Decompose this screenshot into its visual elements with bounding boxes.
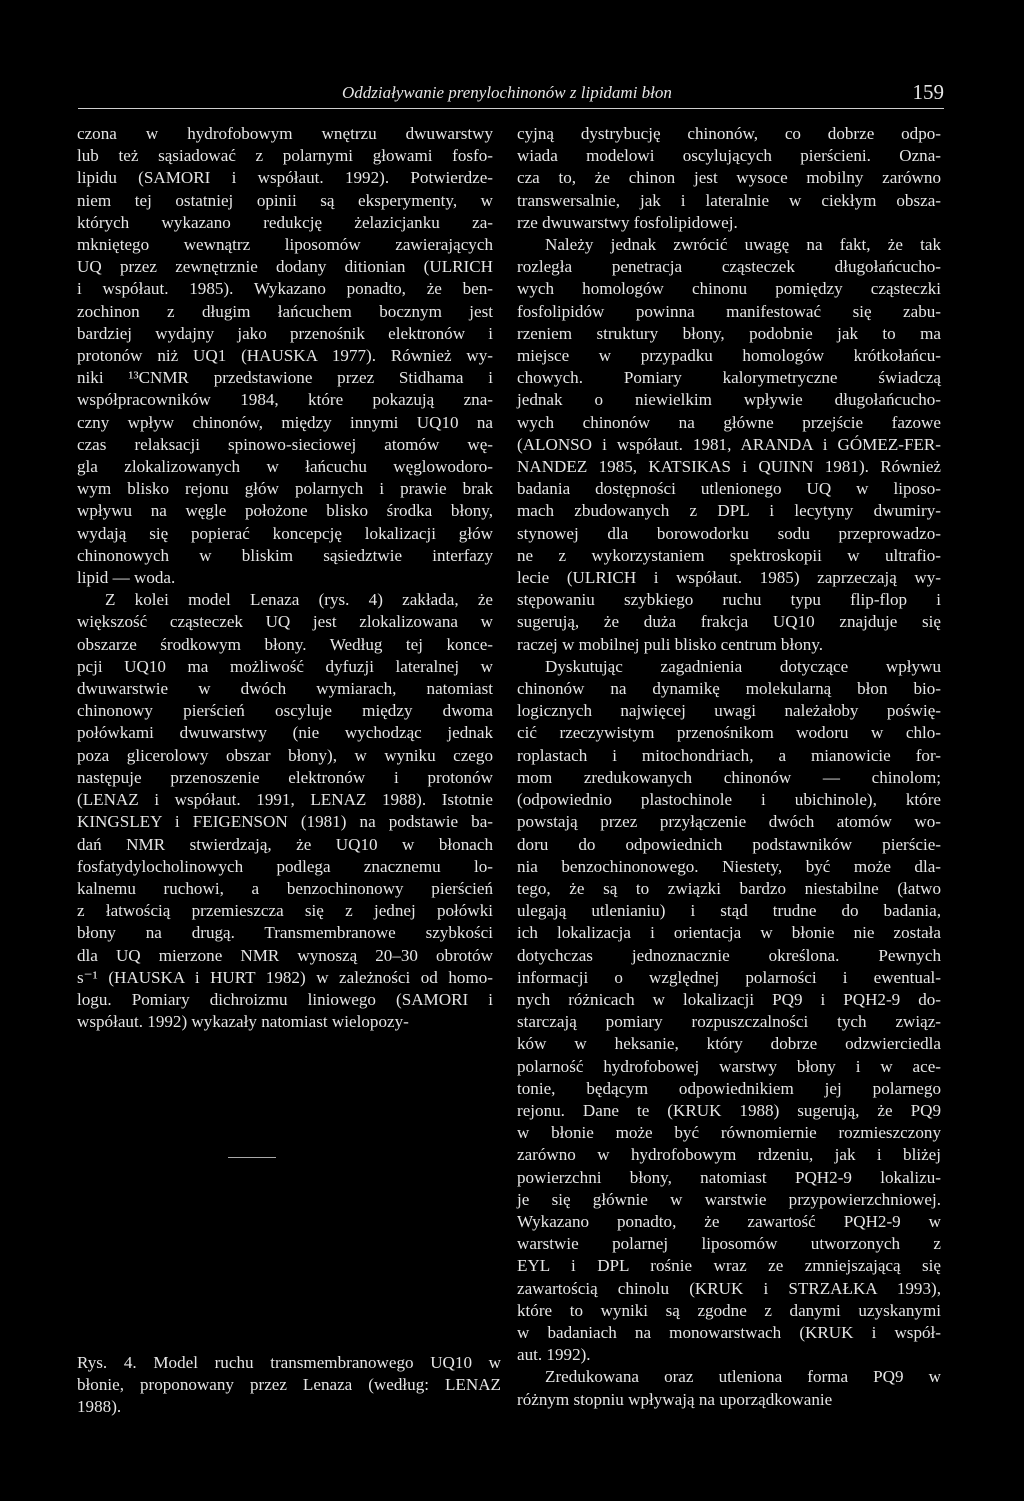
text-line: logu. Pomiary dichroizmu liniowego (SAMORI i [77,989,493,1009]
text-line: obszarze środkowym błony. Według tej konce- [77,634,493,654]
text-line: niem tej ostatniej opinii są eksperymenty, w [77,190,493,210]
text-line: kalnemu ruchowi, a benzochinonowy pierścień [77,878,493,898]
text-line: ulegają utlenianiu) i stąd trudne do badania, [517,901,941,921]
text-line: miejsce w przypadku homologów krótkołańcu- [517,346,941,366]
text-line: dla UQ mierzone NMR wynoszą 20–30 obrotów [77,945,493,965]
text-line: mom zredukowanych chinonów — chinolom; [517,767,941,787]
running-header [78,80,944,108]
text-line: dwuwarstwie w dwóch wymiarach, natomiast [77,679,493,699]
text-line: większość cząsteczek UQ jest zlokalizowana w [77,612,493,632]
text-line: roplastach i mitochondriach, a mianowicie for- [517,745,941,765]
text-line: niki ¹³CNMR przedstawione przez Stidhama i [77,368,493,388]
text-line: dotychczas jednoznacznie określona. Pewnych [517,945,941,965]
running-title: Oddziaływanie prenylochinonów z lipidami błon [342,83,672,102]
text-line: chinonów na dynamikę molekularną błon bio- [517,679,941,699]
text-line: NANDEZ 1985, KATSIKAS i QUINN 1981). Również [517,457,941,477]
text-line: cza to, że chinon jest wysoce mobilny zarówno [517,168,941,188]
text-line: zarówno w hydrofobowym rdzeniu, jak i bliżej [517,1145,941,1165]
text-line: sugerują, że duża frakcja UQ10 znajduje się [517,612,941,632]
text-line: lipid — woda. [77,568,176,588]
text-line: tonie, będącym odpowiednikiem jej polarnego [517,1078,941,1098]
text-line: rze dwuwarstwy fosfolipidowej. [517,212,738,232]
text-line: starczają pomiary rozpuszczalności tych związ- [517,1012,941,1032]
text-line: chinonowy pierścień oscyluje między dwoma [77,701,493,721]
text-line: logicznych najwięcej uwagi należałoby poświę- [517,701,941,721]
text-line: stępowaniu szybkiego ruchu typu flip-flop i [517,590,941,610]
text-line: współpracowników 1984, które pokazują zna- [77,390,493,410]
text-line: nia benzochinonowego. Niestety, być może dla- [517,856,941,876]
text-line: wych homologów chinonu pomiędzy cząsteczki [517,279,941,299]
text-line: doru do odpowiednich podstawników pierście- [517,834,941,854]
text-line: Rys. 4. Model ruchu transmembranowego UQ10 w [77,1353,501,1372]
text-line: powstają przez przyłączenie dwóch atomów wo- [517,812,941,832]
text-line: raczej w mobilnej puli blisko centrum błony. [517,634,824,654]
text-line: Dyskutując zagadnienia dotyczące wpływu [545,656,941,676]
text-line: informacji o względnej polarności i ewentual- [517,967,941,987]
figure-4-placeholder [228,1157,276,1158]
text-line: i współaut. 1985). Wykazano ponadto, że ben- [77,279,493,299]
text-line: 1988). [77,1397,122,1417]
text-line: chinonowych w bliskim sąsiedztwie interfazy [77,545,493,565]
text-line: (odpowiednio plastochinole i ubichinole), które [517,790,941,810]
text-line: (ALONSO i współaut. 1981, ARANDA i GÓMEZ-FER- [517,434,941,454]
text-line: fosfolipidów powinna manifestować się zabu- [517,301,941,321]
text-line: wym blisko rejonu głów polarnych i prawie brak [77,479,493,499]
figure-caption [77,1352,501,1419]
text-line: mach zbudowanych z DPL i lecytyny dwumiry- [517,501,941,521]
left-column [77,123,493,1033]
text-line: rzeniem struktury błony, podobnie jak to ma [517,323,941,343]
text-line: cyjną dystrybucję chinonów, co dobrze odpo- [517,124,941,143]
text-line: ków w heksanie, który dobrze odzwierciedla [517,1034,941,1054]
text-line: bardziej wydajny jako przenośnik elektronów i [77,323,493,343]
text-line: protonów niż UQ1 (HAUSKA 1977). Również wy- [77,346,493,366]
text-line: zochinon z długim łańcuchem bocznym jest [77,301,493,321]
text-line: czas relaksacji spinowo-sieciowej atomów wę- [77,434,493,454]
text-line: błonie, proponowany przez Lenaza (według: LENAZ [77,1375,501,1395]
text-line: wydają się popierać koncepcję lokalizacji głów [77,523,493,543]
text-line: mkniętego wewnątrz liposomów zawierających [77,235,493,255]
text-line: błony na drugą. Transmembranowe szybkości [77,923,493,943]
text-line: fosfatydylocholinowych podlega znacznemu lo- [77,856,493,876]
text-line: gla zlokalizowanych w łańcuchu węglowodoro- [77,457,493,477]
text-line: czona w hydrofobowym wnętrzu dwuwarstwy [77,124,493,143]
header-rule [78,108,944,109]
right-column [517,123,941,1411]
text-line: transwersalnie, jak i lateralnie w ciekłym obsza- [517,190,941,210]
text-line: następuje przenoszenie elektronów i protonów [77,767,493,787]
text-line: UQ przez zewnętrznie dodany ditionian (ULRICH [77,257,493,277]
text-line: poza glicerolowy obszar błony), w wyniku czego [77,745,493,765]
text-line: EYL i DPL rośnie wraz ze zmniejszającą się [517,1256,941,1276]
text-line: chowych. Pomiary kalorymetryczne świadczą [517,368,941,388]
text-line: lipidu (SAMORI i współaut. 1992). Potwierdze- [77,168,493,188]
text-line: stynowej dla borowodorku sodu przeprowadzo- [517,523,941,543]
text-line: s⁻¹ (HAUSKA i HURT 1982) w zależności od homo- [77,967,493,987]
text-line: dań NMR stwierdzają, że UQ10 w błonach [77,834,493,854]
text-line: ne z wykorzystaniem spektroskopii w ultrafio- [517,545,941,565]
text-line: w badaniach na monowarstwach (KRUK i współ- [517,1322,941,1342]
text-line: połówkami dwuwarstwy (nie wychodząc jednak [77,723,493,743]
text-line: w błonie może być równomiernie rozmieszczony [517,1123,941,1143]
text-line: pcji UQ10 ma możliwość dyfuzji lateralnej w [77,656,493,676]
text-line: nych różnicach w lokalizacji PQ9 i PQH2-9 do- [517,989,941,1009]
text-line: wych chinonów na główne przejście fazowe [517,412,941,432]
text-line: zawartością chinolu (KRUK i STRZAŁKA 1993), [517,1278,941,1298]
text-line: współaut. 1992) wykazały natomiast wielopozy- [77,1012,409,1032]
text-line: lecie (ULRICH i współaut. 1985) zaprzeczają wy- [517,568,941,588]
text-line: (LENAZ i współaut. 1991, LENAZ 1988). Istotnie [77,790,493,810]
text-line: ich lokalizacja i orientacja w błonie nie została [517,923,941,943]
text-line: cić rzeczywistym przenośnikom wodoru w chlo- [517,723,941,743]
text-line: Zredukowana oraz utleniona forma PQ9 w [545,1367,941,1387]
text-line: polarność hydrofobowej warstwy błony i w ace- [517,1056,941,1076]
text-line: tego, że są to związki bardzo niestabilne (łatwo [517,878,941,898]
text-line: rejonu. Dane te (KRUK 1988) sugerują, że PQ9 [517,1100,941,1120]
text-line: rozległa penetracja cząsteczek długołańcucho- [517,257,941,277]
text-line: które to wyniki są zgodne z danymi uzyskanymi [517,1300,941,1320]
text-line: warstwie polarnej liposomów utworzonych z [517,1234,941,1254]
text-line: wiada modelowi oscylujących pierścieni. Ozna- [517,146,941,166]
text-line: powierzchni błony, natomiast PQH2-9 lokalizu- [517,1167,941,1187]
text-line: badania dostępności utlenionego UQ w liposo- [517,479,941,499]
text-line: jednak o niewielkim wpływie długołańcucho- [517,390,941,410]
text-line: różnym stopniu wpływają na uporządkowanie [517,1389,833,1409]
text-line: z łatwością przemieszcza się z jednej połówki [77,901,493,921]
text-line: Należy jednak zwrócić uwagę na fakt, że tak [545,235,941,255]
text-line: Z kolei model Lenaza (rys. 4) zakłada, że [105,590,493,610]
text-line: je się głównie w warstwie przypowierzchniowej. [517,1189,941,1209]
text-line: lub też sąsiadować z polarnymi głowami fosfo- [77,146,493,166]
page-number: 159 [912,80,944,104]
text-line: Wykazano ponadto, że zawartość PQH2-9 w [517,1211,941,1231]
text-line: których wykazano redukcję żelazicjanku za- [77,212,493,232]
text-line: KINGSLEY i FEIGENSON (1981) na podstawie ba- [77,812,493,832]
text-line: czny wpływ chinonów, między innymi UQ10 na [77,412,493,432]
text-line: wpływu na węgle położone blisko środka błony, [77,501,493,521]
text-line: aut. 1992). [517,1345,591,1365]
